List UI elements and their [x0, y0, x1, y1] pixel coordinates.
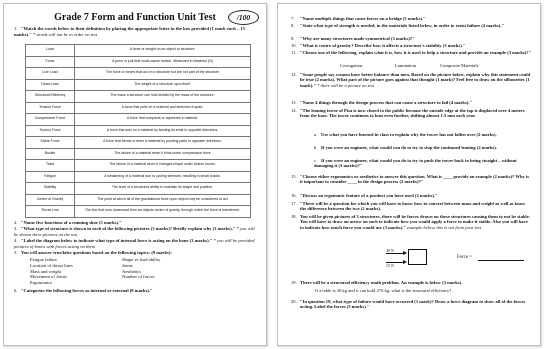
vocab-row [26, 91, 251, 103]
q14-subpart [314, 158, 532, 169]
question-text: "What type of structure is shown in each of the following pictures (3 marks)? Briefly explain why (3 marks)." [21, 226, 236, 231]
question-17 [291, 201, 532, 212]
vocab-term: Twist [26, 160, 75, 172]
vocab-row [26, 114, 251, 126]
question-number: 20. [291, 299, 297, 304]
vocab-definition: The level of a structures ability to maintain its shape and position. [75, 183, 251, 195]
question-7 [291, 16, 532, 21]
question-number: 5. [14, 250, 18, 255]
q11-term-corrugation: Corrugation [340, 63, 363, 68]
vocab-row [26, 148, 251, 160]
force-label-bottom: 15 N [386, 263, 394, 268]
vocab-term: Dead Load [26, 79, 75, 91]
question-note: * you will be provided pictures of bones with forces acting on them [14, 238, 255, 249]
question-16 [291, 193, 532, 198]
vocab-row [26, 125, 251, 137]
question-4 [14, 238, 259, 249]
question-text: "Why are many structures made symmetrical (3 marks)?" [300, 36, 415, 41]
force-answer-label: Force = [457, 255, 472, 260]
vocab-term: Stability [26, 183, 75, 195]
question-9 [291, 36, 532, 41]
arrow-head-icon [403, 251, 407, 255]
question-number: 12. [291, 72, 297, 77]
vocab-term: Fatigue [26, 171, 75, 183]
question-text: "Label the diagram below to indicate what type of internal force is acting on the bone (3 marks)." [21, 238, 213, 243]
vocab-row [26, 56, 251, 68]
vocab-row [26, 68, 251, 80]
vocab-row [26, 194, 251, 206]
question-number: 2. [14, 220, 18, 225]
q11-term-lamination: Lamination [395, 63, 417, 68]
question-10 [291, 43, 532, 48]
question-number: 1. [14, 26, 18, 31]
vocab-definition: The failure of a material when it changes shape under torsion forces. [75, 160, 251, 172]
question-text: "Choose either ergonomics or aesthetics to answer this question. What is ____ provide an example (2 marks)? Why is it important to consider ____ in the design process (2 marks)?" [300, 174, 530, 185]
question-text: "The leaning tower of Pisa is now closed to the public because the outside edge at the top is displaced over 4 meters from the base. The tower continues to lean even further, shifting almost 1.5 mm each year. [300, 108, 525, 119]
question-number: 8. [291, 23, 295, 28]
vocab-definition: The weight of a structure upon itself. [75, 79, 251, 91]
topic-item: Location of thrust lines [30, 262, 73, 268]
box-object [408, 249, 427, 265]
question-number: 16. [291, 193, 297, 198]
vocab-definition: The failure of a material when it folds under compressive force [75, 148, 251, 160]
question-2 [14, 220, 259, 226]
vocab-term: Torsion Force [26, 125, 75, 137]
question-8 [291, 23, 532, 28]
question-number: 14. [291, 108, 297, 113]
q14-subpart [314, 132, 532, 137]
question-text: "There will be a question for which you will have to know how to convert between mass and weight as well as know the difference between the two (2 marks). [300, 201, 526, 212]
question-5 [14, 250, 259, 256]
vocab-definition: The force or forces that act on a structure but are not part of the structure [75, 68, 251, 80]
vocab-term: Tension Force [26, 102, 75, 114]
vocab-definition: A force that pulls on a material and stretches it apart. [75, 102, 251, 114]
question-11 [291, 50, 532, 55]
question-note: * you will be shown three pictures on the test [14, 226, 255, 237]
question-number: 9. [291, 36, 295, 41]
test-page-right [277, 3, 541, 346]
topic-item: Movement of Joints [30, 274, 67, 280]
question-text: "Discuss an ergonomic feature of a product you have used (2 marks)." [300, 193, 438, 198]
topic-item: Number of forces [122, 274, 155, 280]
question-text: "Name five functions of a running shoe (5 marks)." [21, 220, 122, 225]
question-text: "State what type of strength is needed, in the materials listed below, in order to resist failure (4 marks)." [300, 23, 504, 28]
test-page-left [3, 3, 267, 346]
subpart-text: If you were an engineer, what would you do to try to push the tower back to being straight – without damaging it (3 marks)?" [314, 158, 517, 169]
vocab-definition: The point at which all of the gravitational force upon object may be considered to act [75, 194, 251, 206]
topics-column-left [30, 257, 73, 286]
force-arrow-top [386, 253, 404, 254]
force-label-top: 30 N [386, 248, 394, 253]
question-14 [291, 108, 532, 119]
question-13 [291, 100, 532, 105]
question-number: 11. [291, 50, 297, 55]
vocab-definition: A weakening of a material due to cycling stresses, resulting in small cracks. [75, 171, 251, 183]
vocab-definition: The line that runs downward from an objects centre of gravity, through which the force is transferred. [75, 206, 251, 218]
vocab-term: Buckle [26, 148, 75, 160]
q19-example: If a table is 30 kg and it can hold 270 kg, what is the structural efficiency? [315, 288, 452, 293]
page-title: Grade 7 Form and Function Unit Test [54, 12, 216, 23]
vocab-row [26, 183, 251, 195]
subpart-letter: a. [314, 132, 318, 137]
question-note: * words will not be in order on test [32, 31, 98, 37]
question-20 [291, 299, 532, 310]
topic-item: Joints [122, 262, 133, 268]
topic-item: Mass and weight [30, 268, 62, 274]
question-text: "Name multiple things that cause forces on a bridge (5 marks)." [300, 16, 426, 21]
question-15 [291, 174, 532, 185]
subpart-text: If you were an engineer, what would you do to try to stop the continued leaning (2 marks). [321, 145, 497, 150]
question-text: "Categorize the following forces as internal or external (8 marks)." [21, 288, 153, 293]
question-number: 19. [291, 280, 297, 285]
question-number: 13. [291, 100, 297, 105]
question-number: 4. [14, 238, 18, 243]
vocab-term: Compression Force [26, 114, 75, 126]
question-text: "Choose one of the following, explain what it is, how it is used to help a structure and provide an example (3 marks)?" [300, 50, 532, 55]
question-text: "What is centre of gravity? Describe how it affects a structure's stability (3 marks)." [300, 43, 466, 48]
vocab-definition: The mass a structure can hold divided by the mass of the structure. [75, 91, 251, 103]
vocab-term: Load [26, 45, 75, 57]
topic-item: Aesthetics [122, 268, 142, 274]
vocab-row [26, 45, 251, 57]
vocab-row [26, 137, 251, 149]
q11-term-composite: Composite Materials [440, 63, 479, 68]
vocab-definition: A force that bends or tears a material by pushing parts in opposite directions. [75, 137, 251, 149]
vocab-row [26, 160, 251, 172]
vocab-row [26, 102, 251, 114]
question-number: 18. [291, 214, 297, 219]
question-number: 10. [291, 43, 297, 48]
vocab-row [26, 171, 251, 183]
vocab-term: Structural Efficiency [26, 91, 75, 103]
question-number: 6. [14, 288, 18, 293]
question-19 [291, 280, 532, 285]
topics-column-right [122, 257, 160, 280]
question-number: 3. [14, 226, 18, 231]
question-1 [14, 26, 259, 37]
vocab-term: Live Load [26, 68, 75, 80]
question-note: example below, this is not from your test [406, 224, 481, 230]
question-12 [291, 72, 532, 88]
vocab-definition: A push or pull that could cause motion. Measured in Newtons (N) [75, 56, 251, 68]
question-number: 17. [291, 201, 297, 206]
question-note: * there will be a picture on test [317, 82, 375, 88]
vocab-definition: A force that acts on a material by twisting its ends in opposite directions. [75, 125, 251, 137]
vocab-definition: A force that compacts or squeezes a material. [75, 114, 251, 126]
vocab-row [26, 79, 251, 91]
question-text: "In question 19, what type of failure would have occurred (1 mark)? Draw a force diagram to show all of the forces acting. Label the forces (3 marks)." [300, 299, 526, 310]
question-text: You will answer true/false questions based on the following topics: (9 marks): [21, 250, 172, 255]
arrow-head-icon [403, 260, 407, 264]
question-text: You will be given pictures of 3 structures, there will be forces drawn on these structures causing them to not be stable. You will have to draw an arrow on each to indicate how you would apply a force to make it stable. Also you will have to indicate how much force you would use (3 marks)." [300, 214, 530, 230]
force-arrow-bottom [386, 262, 404, 263]
vocab-row [26, 206, 251, 218]
question-number: 15. [291, 174, 297, 179]
question-18 [291, 214, 532, 230]
q14-subpart [314, 145, 532, 150]
vocab-table [25, 44, 251, 218]
score-circle: /100 [228, 10, 259, 25]
question-6 [14, 288, 259, 294]
subpart-text: Use what you have learned in class to explain why the tower has not fallen over (2 marks). [321, 132, 497, 137]
force-answer-line [478, 260, 524, 261]
vocab-term: Force [26, 56, 75, 68]
question-text: There will be a structural efficiency math problem. An example is below (3 marks). [300, 280, 463, 285]
topic-item: Shape vs load ability [122, 257, 161, 262]
vocab-definition: A force or weight on an object or structure. [75, 45, 251, 57]
vocab-term: Shear Force [26, 137, 75, 149]
vocab-term: Thrust Line [26, 206, 75, 218]
subpart-letter: b. [314, 145, 318, 150]
topic-item: Ergonomics [30, 280, 53, 286]
question-text: "Some people say women have better balance than men. Based on the picture below, explain why this statement could be true (2 marks). What part of the picture goes against that thought (1 mark)? Feel free to draw on the silhouettes (1 mark)." [300, 72, 531, 88]
question-text: "Match the words below to their definition by placing the appropriate letter in the box provided (1 mark each – 15 marks)." [14, 26, 245, 37]
question-number: 7. [291, 16, 295, 21]
question-text: "Name 4 things through the design process that can cause a structure to fail (4 marks)." [300, 100, 473, 105]
vocab-term: Centre of Gravity [26, 194, 75, 206]
subpart-letter: c. [314, 158, 318, 163]
question-3 [14, 226, 259, 237]
topic-item: Fatigue failure [30, 257, 57, 262]
